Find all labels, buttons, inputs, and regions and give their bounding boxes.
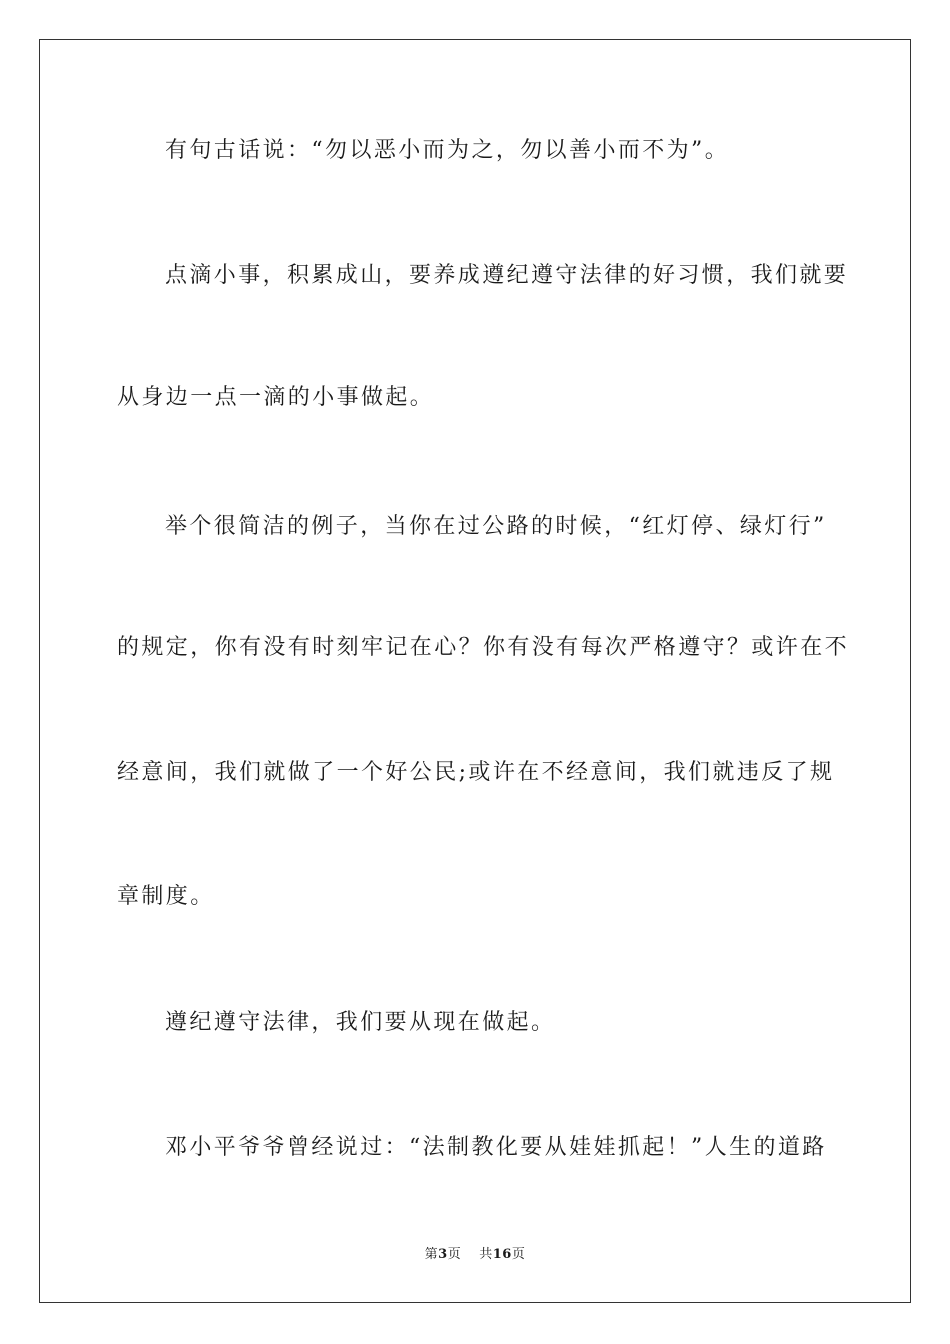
paragraph-line: 举个很简洁的例子，当你在过公路的时候，“红灯停、绿灯行” [165, 514, 827, 539]
page-label-suffix: 页 [447, 1247, 462, 1262]
total-label-suffix: 页 [511, 1247, 526, 1262]
total-label-prefix: 共 [479, 1247, 493, 1262]
paragraph-line: 遵纪遵守法律，我们要从现在做起。 [165, 1010, 556, 1035]
paragraph-line: 经意间，我们就做了一个好公民;或许在不经意间，我们就违反了规 [117, 760, 835, 785]
total-pages-number: 16 [492, 1247, 512, 1262]
paragraph-line: 有句古话说：“勿以恶小而为之，勿以善小而不为”。 [165, 138, 730, 163]
page-border [39, 39, 911, 1303]
page-label-prefix: 第 [424, 1247, 439, 1262]
current-page-number: 3 [438, 1247, 448, 1262]
paragraph-line: 邓小平爷爷曾经说过：“法制教化要从娃娃抓起！”人生的道路 [165, 1135, 827, 1160]
paragraph-line: 从身边一点一滴的小事做起。 [117, 385, 435, 410]
paragraph-line: 的规定，你有没有时刻牢记在心？你有没有每次严格遵守？或许在不 [117, 635, 850, 660]
paragraph-line: 章制度。 [117, 884, 215, 909]
paragraph-line: 点滴小事，积累成山，要养成遵纪遵守法律的好习惯，我们就要 [165, 263, 849, 288]
page-footer [0, 1246, 950, 1264]
